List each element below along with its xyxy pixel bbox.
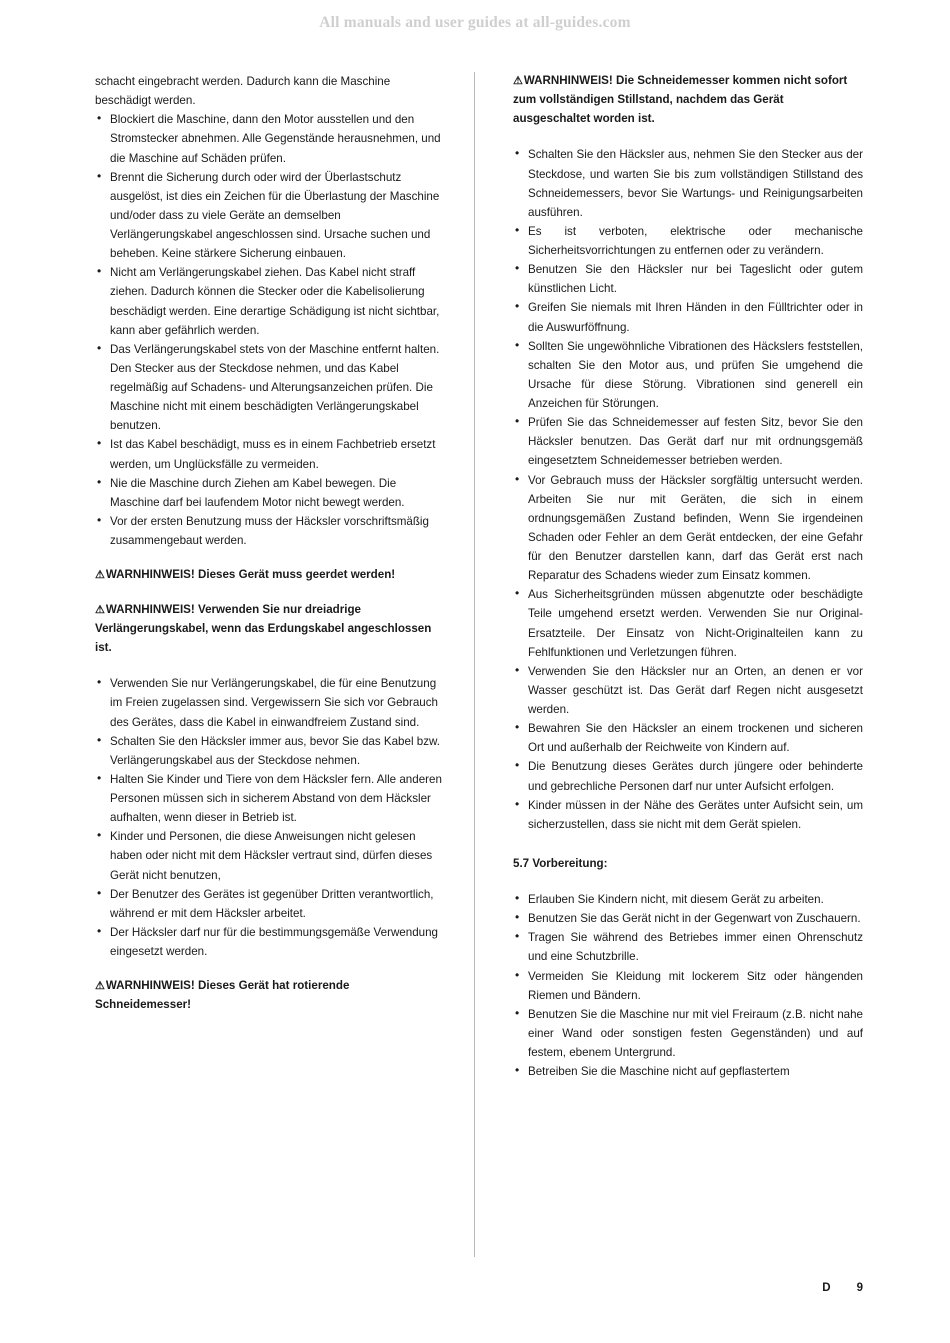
list-item: • Ist das Kabel beschädigt, muss es in einem Fachbetrieb ersetzt werden, um Unglücksfälle zu vermeiden. xyxy=(95,435,445,473)
list-item: • Prüfen Sie das Schneidemesser auf festen Sitz, bevor Sie den Häcksler benutzen. Das Gerät darf nur mit ordnungsgemäß eingesetztem Schneidemesser betrieben werden. xyxy=(513,413,863,470)
list-item: • Bewahren Sie den Häcksler an einem trockenen und sicheren Ort und außerhalb der Reichweite von Kindern auf. xyxy=(513,719,863,757)
right-column xyxy=(513,72,863,1252)
list-item: • Benutzen Sie die Maschine nur mit viel Freiraum (z.B. nicht nahe einer Wand oder sonstigen festen Gegenständen) und auf festem, ebenem Untergrund. xyxy=(513,1005,863,1062)
warning-triangle-icon: ⚠ xyxy=(513,75,523,87)
list-item: • Der Benutzer des Gerätes ist gegenüber Dritten verantwortlich, während er mit dem Häcksler arbeitet. xyxy=(95,885,445,923)
list-item: • Betreiben Sie die Maschine nicht auf gepflastertem xyxy=(513,1062,863,1081)
warning-triangle-icon: ⚠ xyxy=(95,569,105,582)
list-item: • Blockiert die Maschine, dann den Motor ausstellen und den Stromstecker abnehmen. Alle Gegenstände herausnehmen, und die Maschine auf Schäden prüfen. xyxy=(95,110,445,167)
warning-notice-1 xyxy=(95,566,445,585)
warning-notice-4-text: WARNHINWEIS! Die Schneidemesser kommen nicht sofort zum vollständigen Stillstand, nachdem das Gerät ausgeschaltet worden ist. xyxy=(513,74,848,125)
warning-notice-2-text: WARNHINWEIS! Verwenden Sie nur dreiadrige Verlängerungskabel, wenn das Erdungskabel angeschlossen ist. xyxy=(95,602,432,654)
list-item: • Vor Gebrauch muss der Häcksler sorgfältig untersucht werden. Arbeiten Sie nur mit Geräten, die sich in einem ordnungsgemäßen Zustand befinden, Wenn Sie irgendeinen Schaden oder Fehler an dem Gerät entdecken, der eine Gefahr für den Benutzer darstellen kann, darf das Gerät erst nach Reparatur des Schadens wieder zum Einsatz kommen. xyxy=(513,471,863,586)
list-item: • Kinder müssen in der Nähe des Gerätes unter Aufsicht sein, um sicherzustellen, dass sie nicht mit dem Gerät spielen. xyxy=(513,796,863,834)
footer-inner xyxy=(822,1282,863,1294)
list-item: • Verwenden Sie den Häcksler nur an Orten, an denen er vor Wasser geschützt ist. Das Gerät darf Regen nicht ausgesetzt werden. xyxy=(513,662,863,719)
list-item: • Brennt die Sicherung durch oder wird der Überlastschutz ausgelöst, ist dies ein Zeichen für die Überlastung der Maschine und/oder dass zu viele Geräte an demselben Verlängerungskabel angeschlossen sind. Ursache suchen und beheben. Keine stärkere Sicherung einbauen. xyxy=(95,168,445,264)
warning-notice-3 xyxy=(95,977,445,1015)
list-item: • Greifen Sie niemals mit Ihren Händen in den Fülltrichter oder in die Auswurföffnung. xyxy=(513,298,863,336)
left-column xyxy=(95,72,445,1252)
list-item: • Die Benutzung dieses Gerätes durch jüngere oder behinderte und gebrechliche Personen darf nur unter Aufsicht erfolgen. xyxy=(513,757,863,795)
list-item: • Nie die Maschine durch Ziehen am Kabel bewegen. Die Maschine darf bei laufendem Motor nicht bewegt werden. xyxy=(95,474,445,512)
list-item: • Tragen Sie während des Betriebes immer einen Ohrenschutz und eine Schutzbrille. xyxy=(513,928,863,966)
list-item: • Nicht am Verlängerungskabel ziehen. Das Kabel nicht straff ziehen. Dadurch können die Stecker oder die Kabelisolierung beschädigt werden. Eine derartige Schädigung ist nicht sichtbar, kann aber gefährlich werden. xyxy=(95,263,445,340)
list-item: • Aus Sicherheitsgründen müssen abgenutzte oder beschädigte Teile umgehend ersetzt werden. Verwenden Sie nur Original-Ersatzteile. Der Einsatz von Nicht-Originalteilen kann zu Fehlfunktionen und Verletzungen führen. xyxy=(513,585,863,662)
list-item: • Das Verlängerungskabel stets von der Maschine entfernt halten. Den Stecker aus der Steckdose nehmen, und das Kabel regelmäßig auf Schadens- und Alterungsanzeichen prüfen. Die Maschine nicht mit einem beschädigten Verlängerungskabel benutzen. xyxy=(95,340,445,436)
right-bullet-list-2 xyxy=(513,890,863,1081)
list-item: • Verwenden Sie nur Verlängerungskabel, die für eine Benutzung im Freien zugelassen sind. Vergewissern Sie sich vor Gebrauch des Gerätes, dass die Kabel in einwandfreiem Zustand sind. xyxy=(95,674,445,731)
list-item: • Kinder und Personen, die diese Anweisungen nicht gelesen haben oder nicht mit dem Häcksler vertraut sind, dürfen dieses Gerät nicht benutzen, xyxy=(95,827,445,884)
footer-language-code: D xyxy=(822,1282,831,1294)
list-item: • Der Häcksler darf nur für die bestimmungsgemäße Verwendung eingesetzt werden. xyxy=(95,923,445,961)
list-item: • Vor der ersten Benutzung muss der Häcksler vorschriftsmäßig zusammengebaut werden. xyxy=(95,512,445,550)
warning-notice-4 xyxy=(513,72,863,128)
list-item: • Es ist verboten, elektrische oder mechanische Sicherheitsvorrichtungen zu entfernen oder zu verändern. xyxy=(513,222,863,260)
list-item: • Benutzen Sie das Gerät nicht in der Gegenwart von Zuschauern. xyxy=(513,909,863,928)
warning-triangle-icon: ⚠ xyxy=(95,980,105,993)
list-item: • Erlauben Sie Kindern nicht, mit diesem Gerät zu arbeiten. xyxy=(513,890,863,909)
left-bullet-list-1 xyxy=(95,110,445,550)
page-columns xyxy=(95,72,863,1252)
list-item: • Vermeiden Sie Kleidung mit lockerem Sitz oder hängenden Riemen und Bändern. xyxy=(513,967,863,1005)
warning-notice-1-text: WARNHINWEIS! Dieses Gerät muss geerdet werden! xyxy=(105,568,396,582)
list-item: • Schalten Sie den Häcksler aus, nehmen Sie den Stecker aus der Steckdose, und warten Sie bis zum vollständigen Stillstand des Schneidemessers, bevor Sie Wartungs- und Reinigungsarbeiten ausführen. xyxy=(513,145,863,222)
right-bullet-list-1 xyxy=(513,145,863,834)
page-number: 9 xyxy=(856,1282,863,1294)
list-item: • Sollten Sie ungewöhnliche Vibrationen des Häckslers feststellen, schalten Sie den Motor aus, und prüfen Sie umgehend die Ursache für diese Störung. Vibrationen sind generell ein Anzeichen für Störungen. xyxy=(513,337,863,414)
list-item: • Schalten Sie den Häcksler immer aus, bevor Sie das Kabel bzw. Verlängerungskabel aus der Steckdose nehmen. xyxy=(95,732,445,770)
warning-notice-3-text: WARNHINWEIS! Dieses Gerät hat rotierende Schneidemesser! xyxy=(95,979,350,1011)
watermark-text: All manuals and user guides at all-guides.com xyxy=(319,14,631,31)
section-heading: 5.7 Vorbereitung: xyxy=(513,856,608,870)
warning-triangle-icon: ⚠ xyxy=(95,603,105,616)
left-bullet-list-2 xyxy=(95,674,445,961)
list-item: • Benutzen Sie den Häcksler nur bei Tageslicht oder gutem künstlichen Licht. xyxy=(513,260,863,298)
list-item: • Halten Sie Kinder und Tiere von dem Häcksler fern. Alle anderen Personen müssen sich in sicherem Abstand von dem Häcksler aufhalten, wenn dieser in Betrieb ist. xyxy=(95,770,445,827)
warning-notice-2 xyxy=(95,601,445,657)
continued-paragraph: schacht eingebracht werden. Dadurch kann die Maschine beschädigt werden. xyxy=(95,75,391,108)
